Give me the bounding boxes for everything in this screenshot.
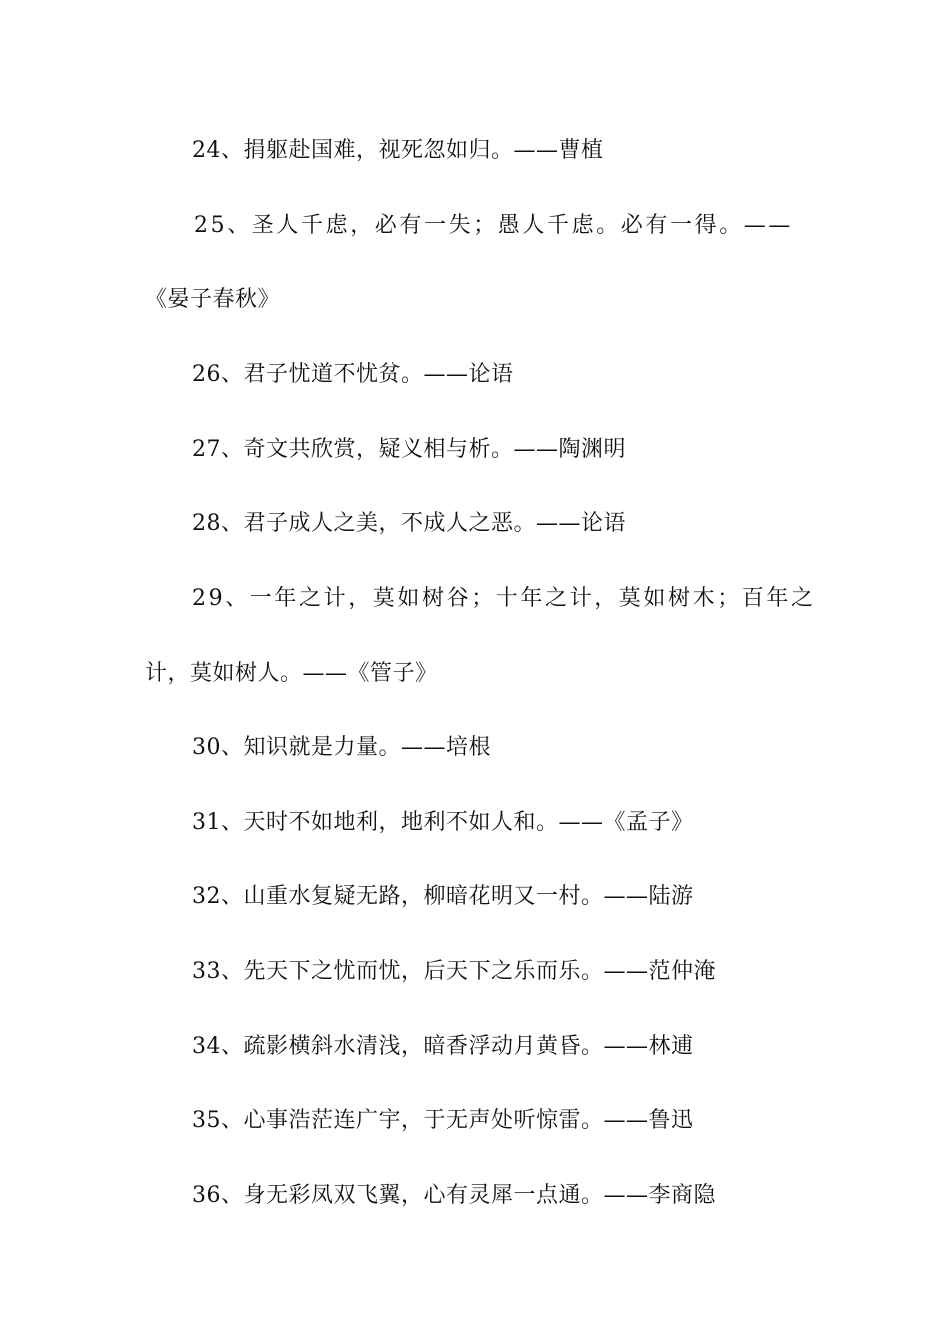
quote-34: 34、疏影横斜水清浅，暗香浮动月黄昏。——林逋 <box>192 1034 694 1059</box>
quote-30: 30、知识就是力量。——培根 <box>192 735 491 760</box>
quote-25-line-2: 《晏子春秋》 <box>145 287 281 312</box>
quote-29-line-2: 计，莫如树人。——《管子》 <box>145 661 438 686</box>
quote-24: 24、捐躯赴国难，视死忽如归。——曹植 <box>192 138 604 163</box>
quote-33: 33、先天下之忧而忧，后天下之乐而乐。——范仲淹 <box>192 959 716 984</box>
quote-26: 26、君子忧道不忧贫。——论语 <box>192 362 514 387</box>
quote-35: 35、心事浩茫连广宇，于无声处听惊雷。——鲁迅 <box>192 1108 694 1133</box>
quote-29-line-1: 29、一年之计，莫如树谷；十年之计，莫如树木；百年之 <box>192 586 816 611</box>
quote-31: 31、天时不如地利，地利不如人和。——《孟子》 <box>192 810 694 835</box>
quote-36: 36、身无彩凤双飞翼，心有灵犀一点通。——李商隐 <box>192 1183 716 1208</box>
quote-32: 32、山重水复疑无路，柳暗花明又一村。——陆游 <box>192 884 694 909</box>
quote-28: 28、君子成人之美，不成人之恶。——论语 <box>192 511 626 536</box>
quote-25-line-1: 25、圣人千虑，必有一失；愚人千虑。必有一得。—— <box>194 213 793 238</box>
quote-27: 27、奇文共欣赏，疑义相与析。——陶渊明 <box>192 437 626 462</box>
